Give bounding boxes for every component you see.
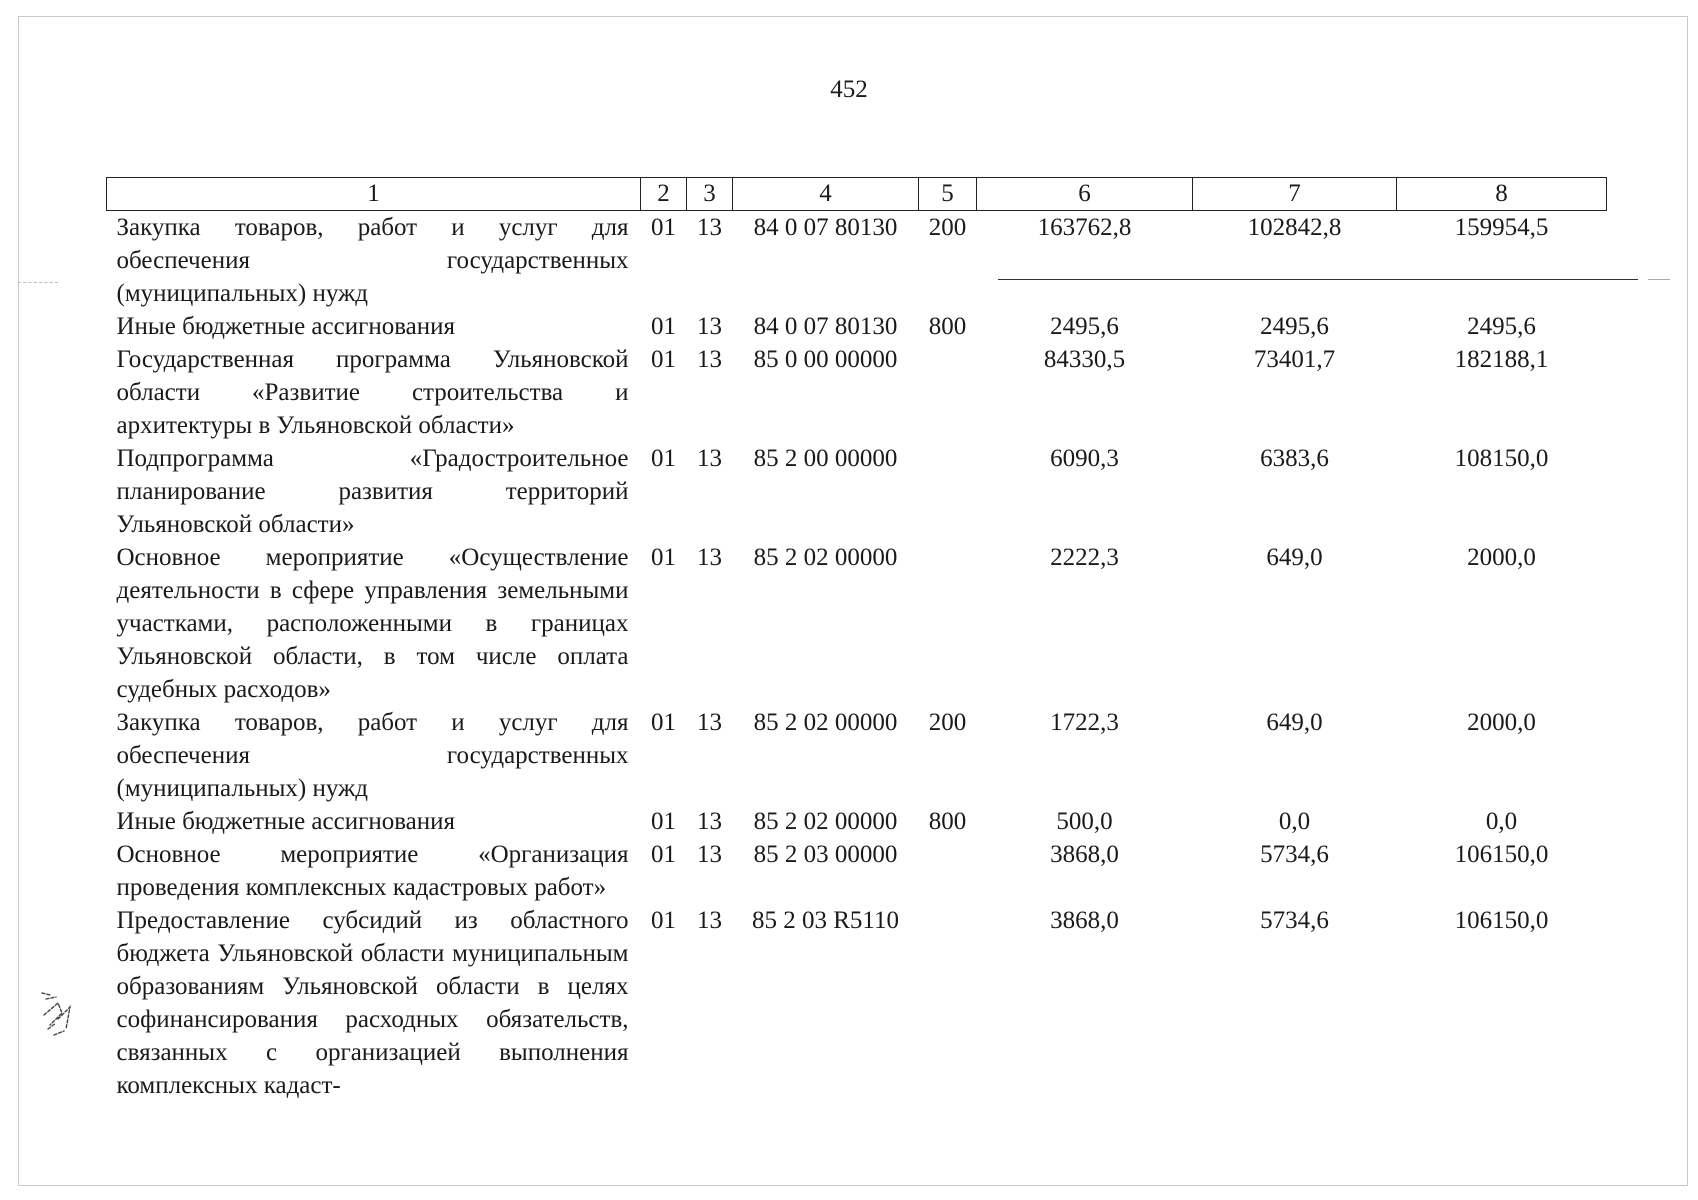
row-section: 01 [651, 214, 676, 241]
row-section: 01 [651, 313, 676, 340]
row-name: Предоставление субсидий из областного бюджета Ульяновской области муниципальным образованиям Ульяновской области в целях софинансирования расходных обязательств, связанных с организацией выполнения комплексных кадаст- [116, 907, 629, 1099]
row-expense-type: 800 [928, 808, 967, 835]
row-amount-8: 106150,0 [1454, 907, 1549, 934]
row-name: Подпрограмма «Градостроительное планирование развития территорий Ульяновской области» [116, 445, 629, 538]
row-amount-6: 2495,6 [1050, 313, 1119, 340]
row-amount-6: 2222,3 [1050, 544, 1119, 571]
row-target-code: 85 0 00 00000 [753, 346, 898, 373]
row-expense-type [919, 904, 977, 1102]
row-name: Иные бюджетные ассигнования [116, 313, 456, 340]
row-amount-6: 84330,5 [1043, 346, 1126, 373]
row-amount-8: 2000,0 [1467, 709, 1536, 736]
row-name: Закупка товаров, работ и услуг для обеспечения государственных (муниципальных) нужд [116, 214, 629, 307]
row-amount-7: 6383,6 [1260, 445, 1329, 472]
row-name: Государственная программа Ульяновской области «Развитие строительства и архитектуры в Ульяновской области» [116, 346, 629, 439]
table-row [107, 310, 1607, 343]
row-amount-7: 649,0 [1266, 544, 1323, 571]
row-expense-type [919, 442, 977, 541]
row-amount-6: 3868,0 [1050, 841, 1119, 868]
row-section: 01 [651, 544, 676, 571]
table-header [107, 178, 1607, 211]
row-target-code: 85 2 02 00000 [753, 808, 898, 835]
row-section: 01 [651, 709, 676, 736]
page-number: 452 [830, 76, 868, 103]
header-cell-1: 1 [107, 178, 641, 211]
row-amount-6: 163762,8 [1037, 214, 1132, 241]
row-subsection: 13 [697, 841, 722, 868]
scan-mark-left [18, 282, 58, 283]
row-section: 01 [651, 445, 676, 472]
rule-line-extension [1648, 279, 1670, 280]
row-amount-6: 6090,3 [1050, 445, 1119, 472]
row-subsection: 13 [697, 709, 722, 736]
row-expense-type [919, 838, 977, 904]
row-name: Основное мероприятие «Организация проведения комплексных кадастровых работ» [116, 841, 629, 901]
row-amount-7: 5734,6 [1260, 841, 1329, 868]
row-subsection: 13 [697, 445, 722, 472]
row-name: Иные бюджетные ассигнования [116, 808, 456, 835]
row-amount-6: 500,0 [1056, 808, 1113, 835]
row-expense-type: 200 [928, 709, 967, 736]
row-section: 01 [651, 841, 676, 868]
table-row [107, 211, 1607, 311]
row-target-code: 85 2 02 00000 [753, 709, 898, 736]
row-subsection: 13 [697, 346, 722, 373]
row-section: 01 [651, 907, 676, 934]
row-name: Закупка товаров, работ и услуг для обеспечения государственных (муниципальных) нужд [116, 709, 629, 802]
row-subsection: 13 [697, 907, 722, 934]
row-expense-type [919, 343, 977, 442]
row-amount-8: 108150,0 [1454, 445, 1549, 472]
row-subsection: 13 [697, 544, 722, 571]
table-row [107, 904, 1607, 1102]
table-row [107, 805, 1607, 838]
header-cell-3: 3 [687, 178, 733, 211]
row-amount-7: 5734,6 [1260, 907, 1329, 934]
budget-table [106, 177, 1607, 1102]
row-target-code: 85 2 02 00000 [753, 544, 898, 571]
row-amount-8: 159954,5 [1454, 214, 1549, 241]
table-row [107, 343, 1607, 442]
row-name: Основное мероприятие «Осуществление деятельности в сфере управления земельными участками, расположенными в границах Ульяновской области, в том числе оплата судебных расходов» [116, 544, 629, 703]
table-row [107, 442, 1607, 541]
row-expense-type: 800 [928, 313, 967, 340]
row-subsection: 13 [697, 808, 722, 835]
table-row [107, 541, 1607, 706]
table-row [107, 838, 1607, 904]
row-subsection: 13 [697, 214, 722, 241]
header-cell-2: 2 [641, 178, 687, 211]
row-amount-7: 102842,8 [1247, 214, 1342, 241]
row-amount-6: 3868,0 [1050, 907, 1119, 934]
row-section: 01 [651, 808, 676, 835]
row-amount-8: 2000,0 [1467, 544, 1536, 571]
row-subsection: 13 [697, 313, 722, 340]
row-amount-7: 2495,6 [1260, 313, 1329, 340]
row-target-code: 84 0 07 80130 [753, 214, 898, 241]
header-cell-5: 5 [919, 178, 977, 211]
row-amount-7: 649,0 [1266, 709, 1323, 736]
row-expense-type: 200 [928, 214, 967, 241]
row-amount-8: 0,0 [1485, 808, 1518, 835]
row-amount-7: 73401,7 [1253, 346, 1336, 373]
row-target-code: 85 2 00 00000 [753, 445, 898, 472]
row-target-code: 84 0 07 80130 [753, 313, 898, 340]
handwritten-mark-icon [36, 985, 88, 1045]
row-amount-8: 106150,0 [1454, 841, 1549, 868]
header-cell-4: 4 [733, 178, 919, 211]
row-section: 01 [651, 346, 676, 373]
row-amount-7: 0,0 [1278, 808, 1311, 835]
row-expense-type [919, 541, 977, 706]
table-row [107, 706, 1607, 805]
header-cell-6: 6 [977, 178, 1193, 211]
row-target-code: 85 2 03 00000 [753, 841, 898, 868]
header-cell-7: 7 [1193, 178, 1397, 211]
row-amount-8: 2495,6 [1467, 313, 1536, 340]
header-cell-8: 8 [1397, 178, 1607, 211]
row-target-code: 85 2 03 R5110 [752, 907, 899, 934]
row-amount-8: 182188,1 [1454, 346, 1549, 373]
rule-line [998, 279, 1638, 280]
row-amount-6: 1722,3 [1050, 709, 1119, 736]
